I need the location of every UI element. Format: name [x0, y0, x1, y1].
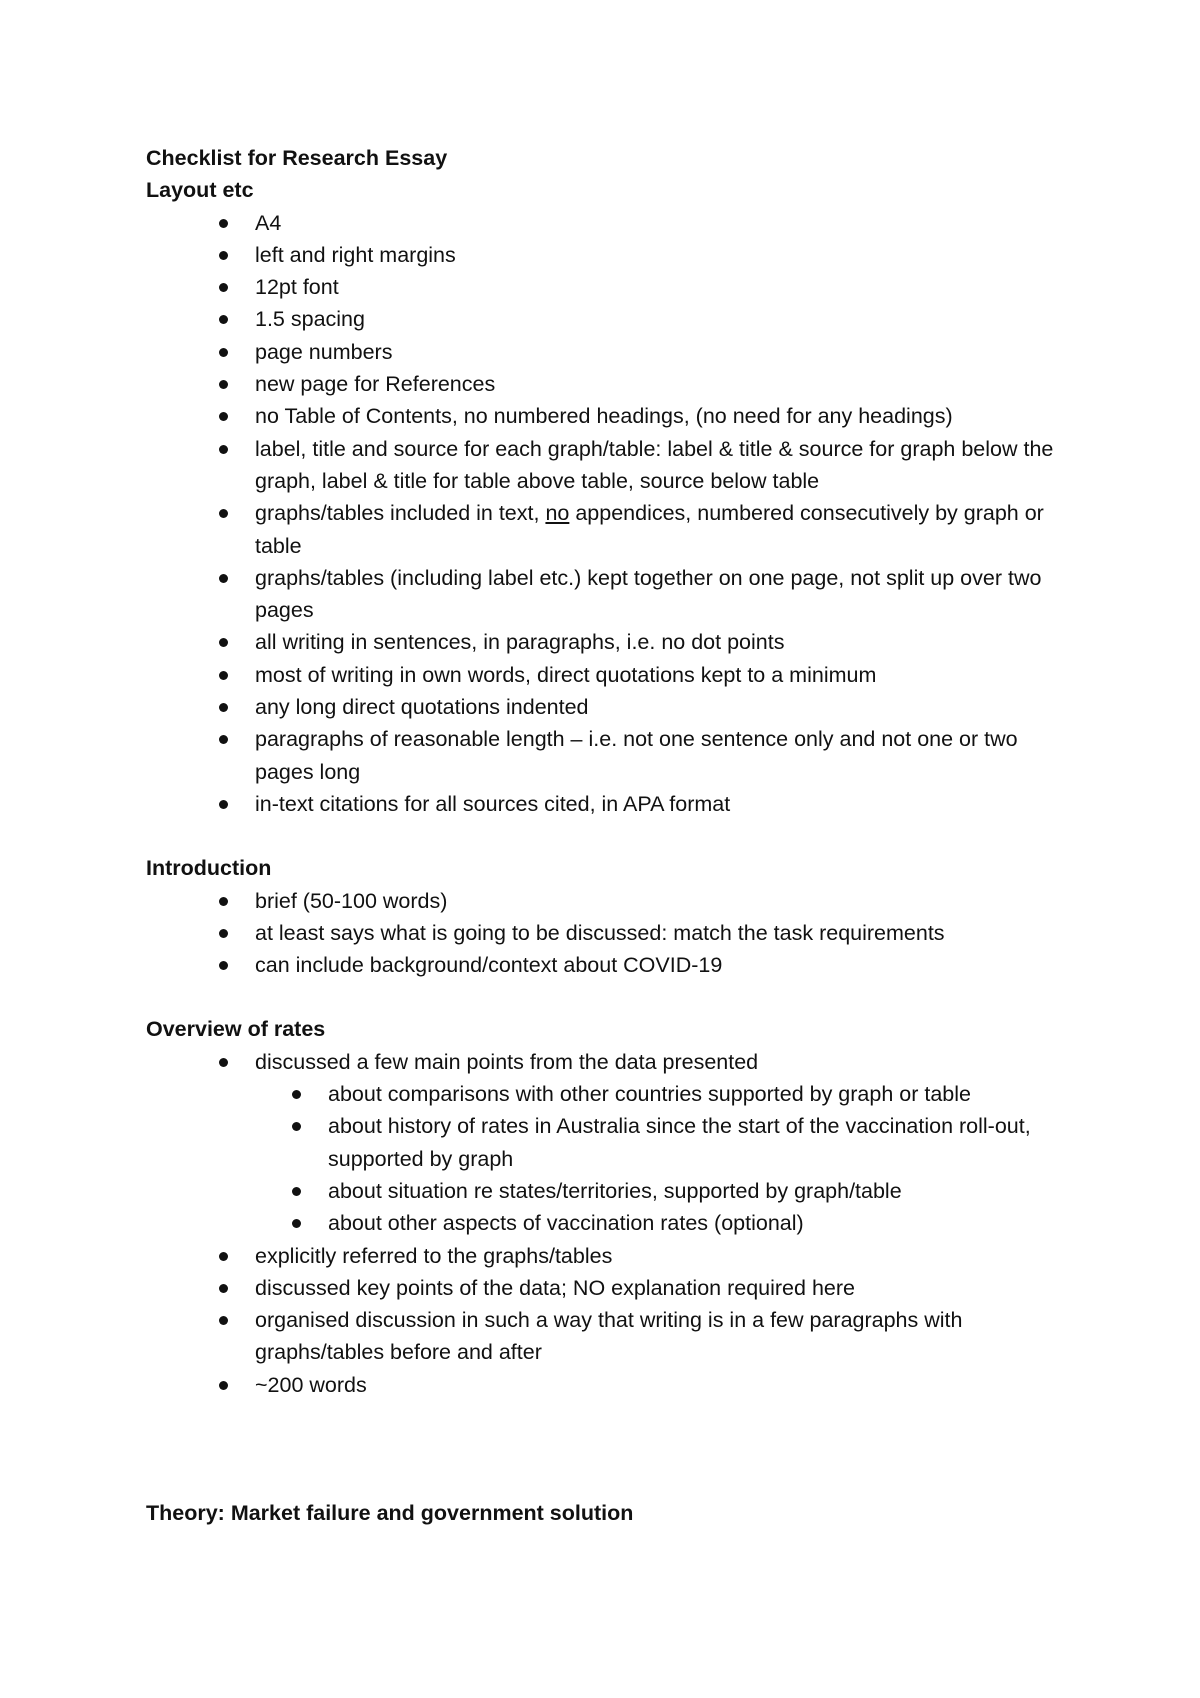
list-item: left and right margins: [146, 239, 1076, 271]
list-item: page numbers: [146, 336, 1076, 368]
list-item: ~200 words: [146, 1369, 1076, 1401]
list-item-appendices: [146, 497, 1076, 562]
spacer: [146, 820, 1076, 852]
spacer: [146, 981, 1076, 1013]
list-item: can include background/context about COVID-19: [146, 949, 1076, 981]
overview-checklist-continued: [146, 1240, 1076, 1401]
list-item: at least says what is going to be discussed: match the task requirements: [146, 917, 1076, 949]
section-heading-overview: Overview of rates: [146, 1017, 326, 1042]
list-item: organised discussion in such a way that writing is in a few paragraphs with graphs/tables before and after: [146, 1304, 1076, 1369]
section-heading-layout: Layout etc: [146, 178, 254, 203]
list-item: any long direct quotations indented: [146, 691, 1076, 723]
overview-checklist: [146, 1046, 1076, 1078]
list-item: explicitly referred to the graphs/tables: [146, 1240, 1076, 1272]
list-item: new page for References: [146, 368, 1076, 400]
list-item: discussed key points of the data; NO explanation required here: [146, 1272, 1076, 1304]
list-item: 12pt font: [146, 271, 1076, 303]
layout-checklist: [146, 207, 1076, 821]
appendices-underlined-no: no: [545, 501, 570, 526]
list-item: no Table of Contents, no numbered headings, (no need for any headings): [146, 400, 1076, 432]
document-title: Checklist for Research Essay: [146, 146, 448, 170]
list-item: most of writing in own words, direct quotations kept to a minimum: [146, 659, 1076, 691]
list-item: 1.5 spacing: [146, 303, 1076, 335]
section-heading-introduction: Introduction: [146, 856, 272, 881]
document-page: [146, 142, 1076, 1529]
list-item: label, title and source for each graph/table: label & title & source for graph below the graph, label & title for table above table, source below table: [146, 433, 1076, 498]
list-item: discussed a few main points from the data presented: [146, 1046, 1076, 1078]
overview-sublist-container: [146, 1078, 1076, 1239]
appendices-text-before: graphs/tables included in text,: [255, 501, 546, 526]
sub-list-item: about history of rates in Australia since the start of the vaccination roll-out, supported by graph: [255, 1110, 1076, 1175]
spacer: [146, 1401, 1076, 1497]
introduction-checklist: [146, 885, 1076, 982]
list-item: all writing in sentences, in paragraphs, i.e. no dot points: [146, 626, 1076, 658]
appendices-text-after: appendices, numbered consecutively by graph or table: [255, 501, 1044, 558]
list-item: brief (50-100 words): [146, 885, 1076, 917]
list-item: paragraphs of reasonable length – i.e. not one sentence only and not one or two pages long: [146, 723, 1076, 788]
list-item: in-text citations for all sources cited, in APA format: [146, 788, 1076, 820]
list-item: A4: [146, 207, 1076, 239]
sub-list-item: about other aspects of vaccination rates (optional): [255, 1207, 1076, 1239]
list-item: graphs/tables (including label etc.) kept together on one page, not split up over two pages: [146, 562, 1076, 627]
sub-list-item: about situation re states/territories, supported by graph/table: [255, 1175, 1076, 1207]
overview-sublist: [255, 1078, 1076, 1239]
sub-list-item: about comparisons with other countries supported by graph or table: [255, 1078, 1076, 1110]
section-heading-theory: Theory: Market failure and government solution: [146, 1500, 634, 1525]
